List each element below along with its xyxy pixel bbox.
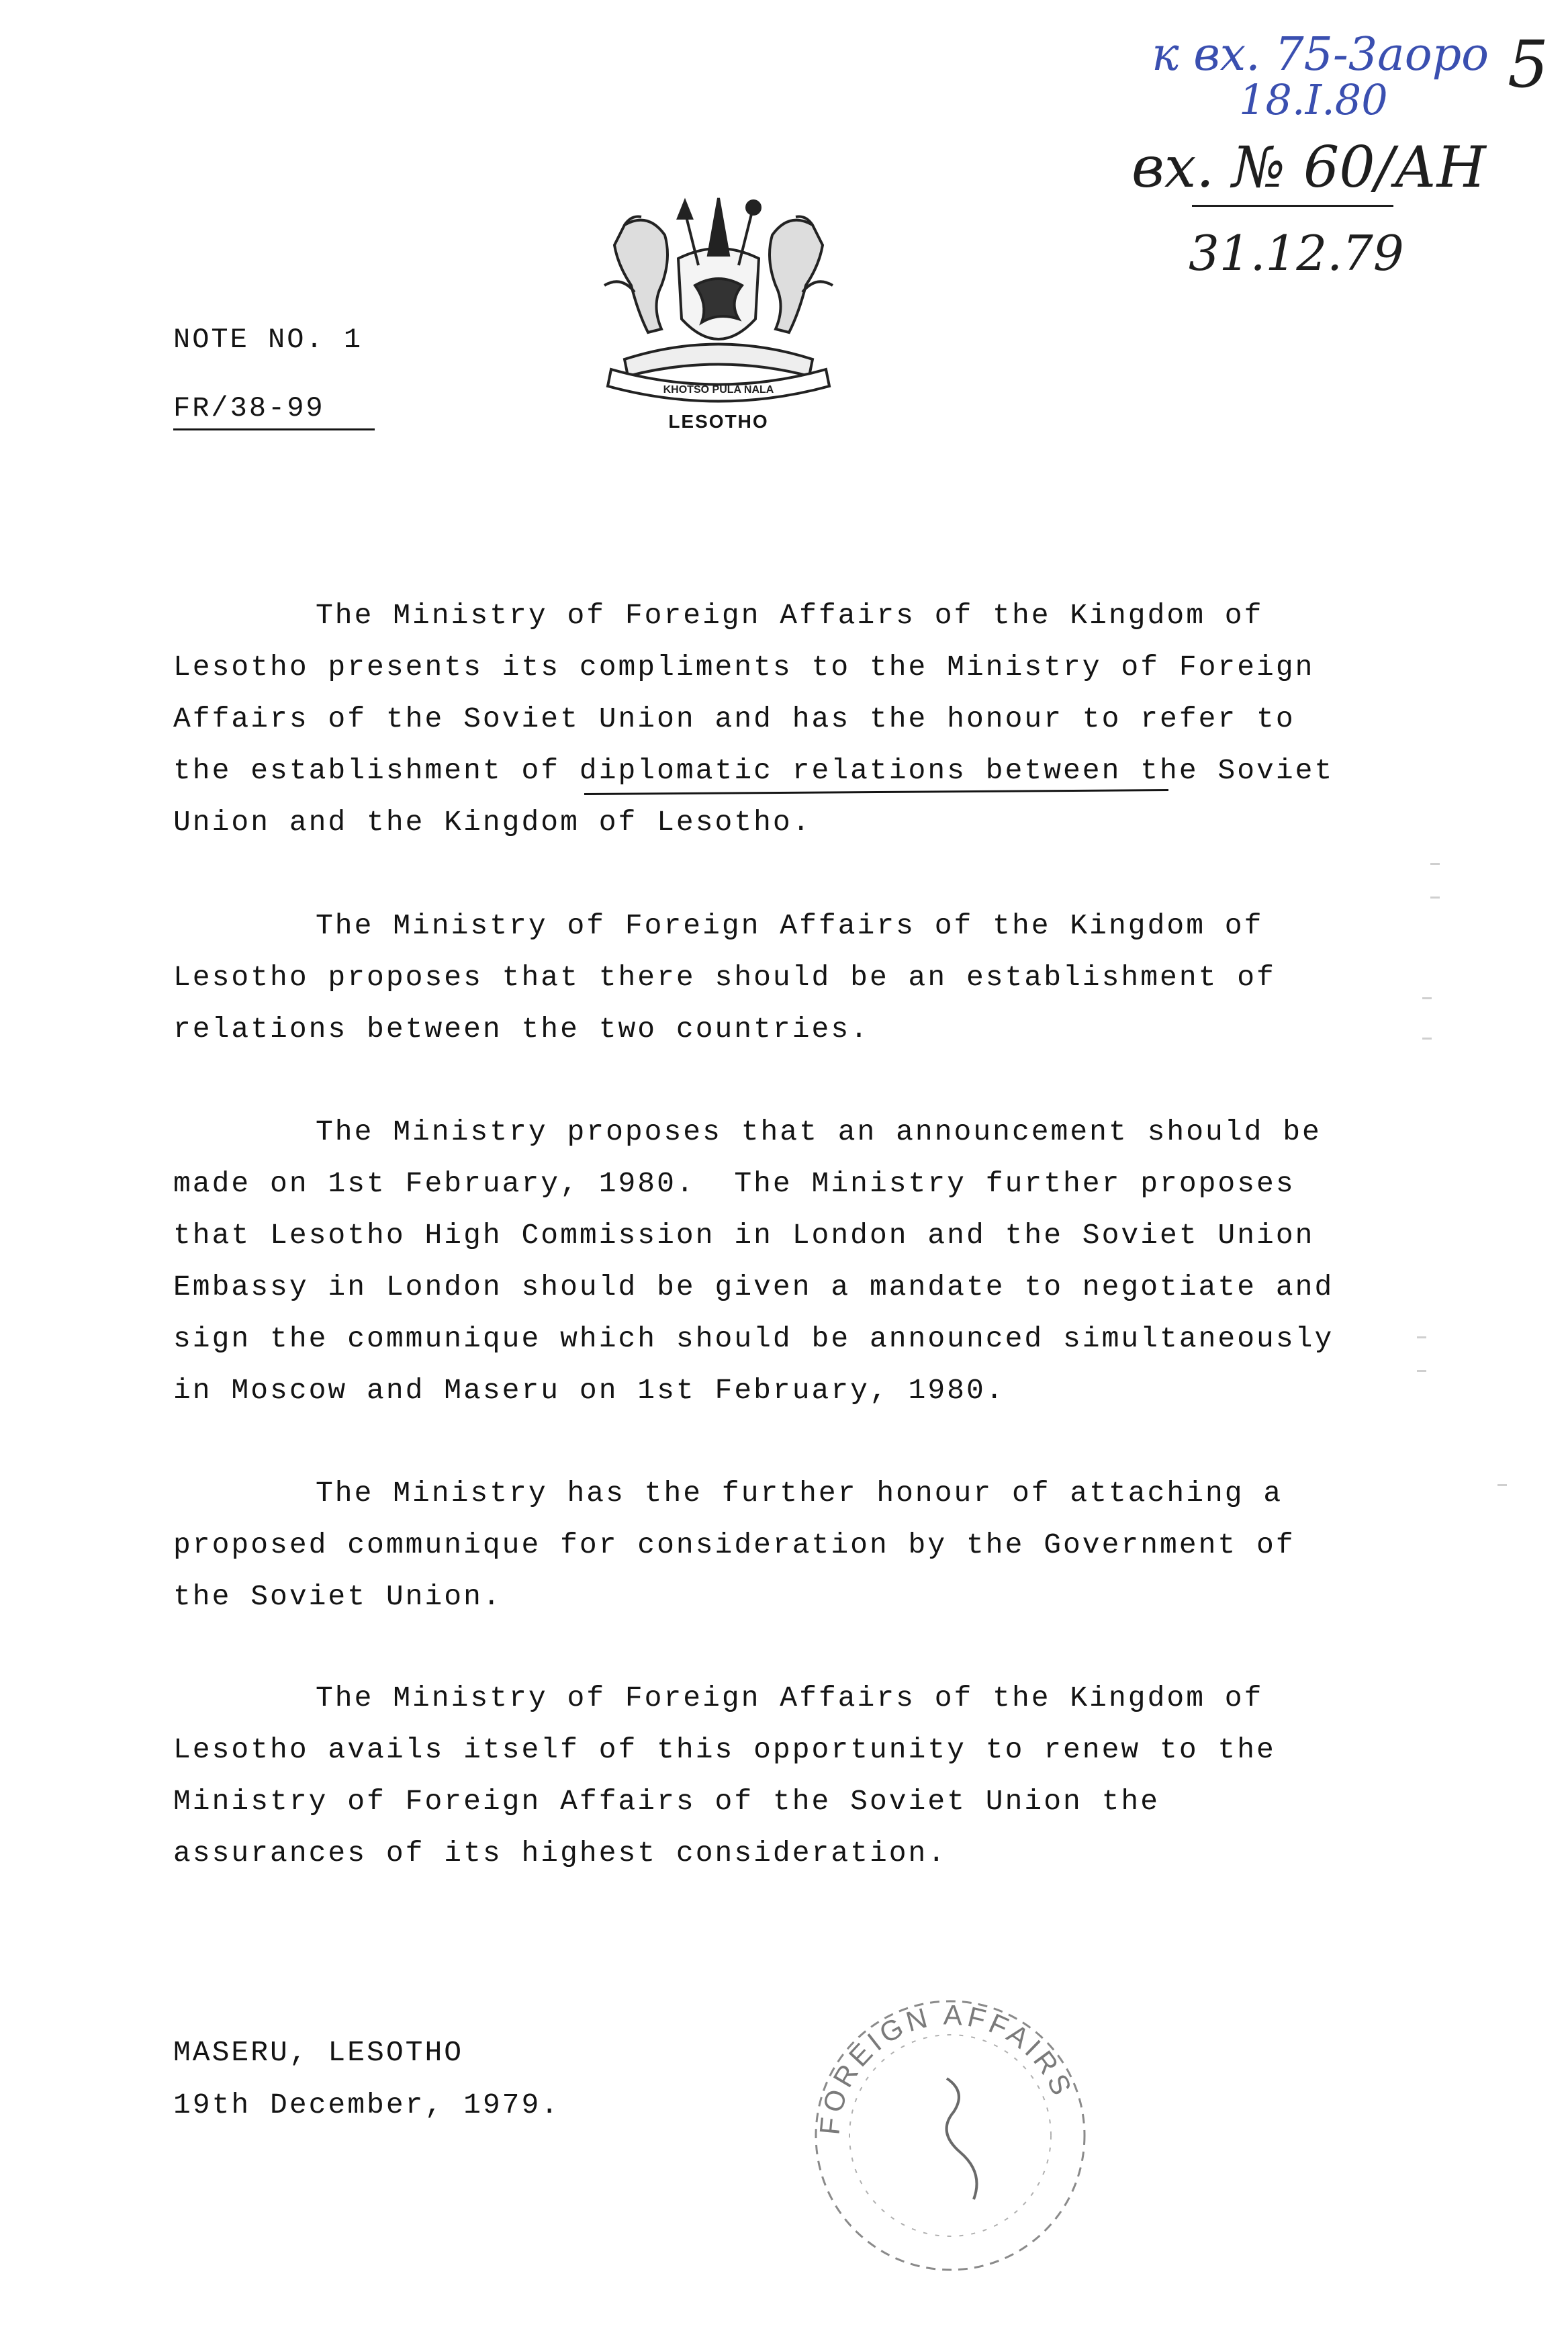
margin-mark <box>1422 997 1432 999</box>
text-line: Lesotho proposes that there should be an establishment of <box>173 961 1276 994</box>
text-line: Ministry of Foreign Affairs of the Soviet Union the <box>173 1785 1160 1818</box>
text-line: made on 1st February, 1980. The Ministry further proposes <box>173 1167 1295 1200</box>
text-line: The Ministry proposes that an announcement should be <box>316 1115 1322 1148</box>
text-line: Lesotho presents its compliments to the Ministry of Foreign <box>173 651 1315 684</box>
text-line: The Ministry of Foreign Affairs of the Kingdom of <box>316 909 1264 942</box>
text-line: The Ministry of Foreign Affairs of the Kingdom of <box>316 599 1264 632</box>
svg-text:FOREIGN AFFAIRS <box>813 1999 1079 2136</box>
paragraph-4 <box>173 1467 1422 1622</box>
text-line: The Ministry of Foreign Affairs of the Kingdom of <box>316 1682 1264 1714</box>
emblem-country-label: LESOTHO <box>668 411 769 432</box>
text-line: sign the communique which should be announced simultaneously <box>173 1322 1334 1355</box>
paragraph-1 <box>173 590 1422 848</box>
handwritten-registry-note: к вх. 75-3аоро <box>1152 28 1489 81</box>
text-line: proposed communique for consideration by the Government of <box>173 1528 1295 1561</box>
paragraph-5 <box>173 1672 1422 1879</box>
text-line: in Moscow and Maseru on 1st February, 1980. <box>173 1374 1005 1407</box>
text-line: relations between the two countries. <box>173 1013 870 1046</box>
text-line: Affairs of the Soviet Union and has the honour to refer to <box>173 702 1295 735</box>
text-line: the establishment of diplomatic relations between the Soviet <box>173 754 1334 787</box>
emblem-motto: KHOTSO PULA NALA <box>663 384 774 396</box>
text-line: Embassy in London should be given a mandate to negotiate and <box>173 1271 1334 1303</box>
margin-mark <box>1497 1484 1507 1486</box>
handwritten-rule <box>1192 205 1393 207</box>
handwritten-incoming-number: вх. № 60/АН <box>1132 134 1486 200</box>
place-of-issue: MASERU, LESOTHO <box>173 2036 464 2069</box>
text-line: Lesotho avails itself of this opportunity to renew to the <box>173 1733 1276 1766</box>
handwritten-page-number: 5 <box>1508 27 1549 102</box>
ministry-stamp <box>792 1978 1101 2293</box>
margin-mark <box>1417 1336 1426 1338</box>
handwritten-date: 31.12.79 <box>1189 225 1404 281</box>
text-line: that Lesotho High Commission in London and the Soviet Union <box>173 1219 1315 1252</box>
margin-mark <box>1417 1370 1426 1372</box>
margin-mark <box>1430 897 1440 899</box>
stamp-text: FOREIGN AFFAIRS <box>813 1999 1080 2136</box>
margin-mark <box>1422 1038 1432 1040</box>
margin-mark <box>1430 863 1440 865</box>
lesotho-coat-of-arms-emblem <box>584 185 853 413</box>
text-line: Union and the Kingdom of Lesotho. <box>173 806 812 839</box>
reference-underline <box>173 428 375 430</box>
handwritten-registry-date: 18.I.80 <box>1239 75 1388 124</box>
date-of-issue: 19th December, 1979. <box>173 2089 561 2121</box>
paragraph-3 <box>173 1106 1422 1416</box>
text-line: The Ministry has the further honour of attaching a <box>316 1477 1283 1510</box>
reference-code: FR/38-99 <box>173 392 325 424</box>
paragraph-2 <box>173 900 1422 1055</box>
text-line: assurances of its highest consideration. <box>173 1837 948 1870</box>
text-line: the Soviet Union. <box>173 1580 502 1613</box>
note-number: NOTE NO. 1 <box>173 324 363 356</box>
